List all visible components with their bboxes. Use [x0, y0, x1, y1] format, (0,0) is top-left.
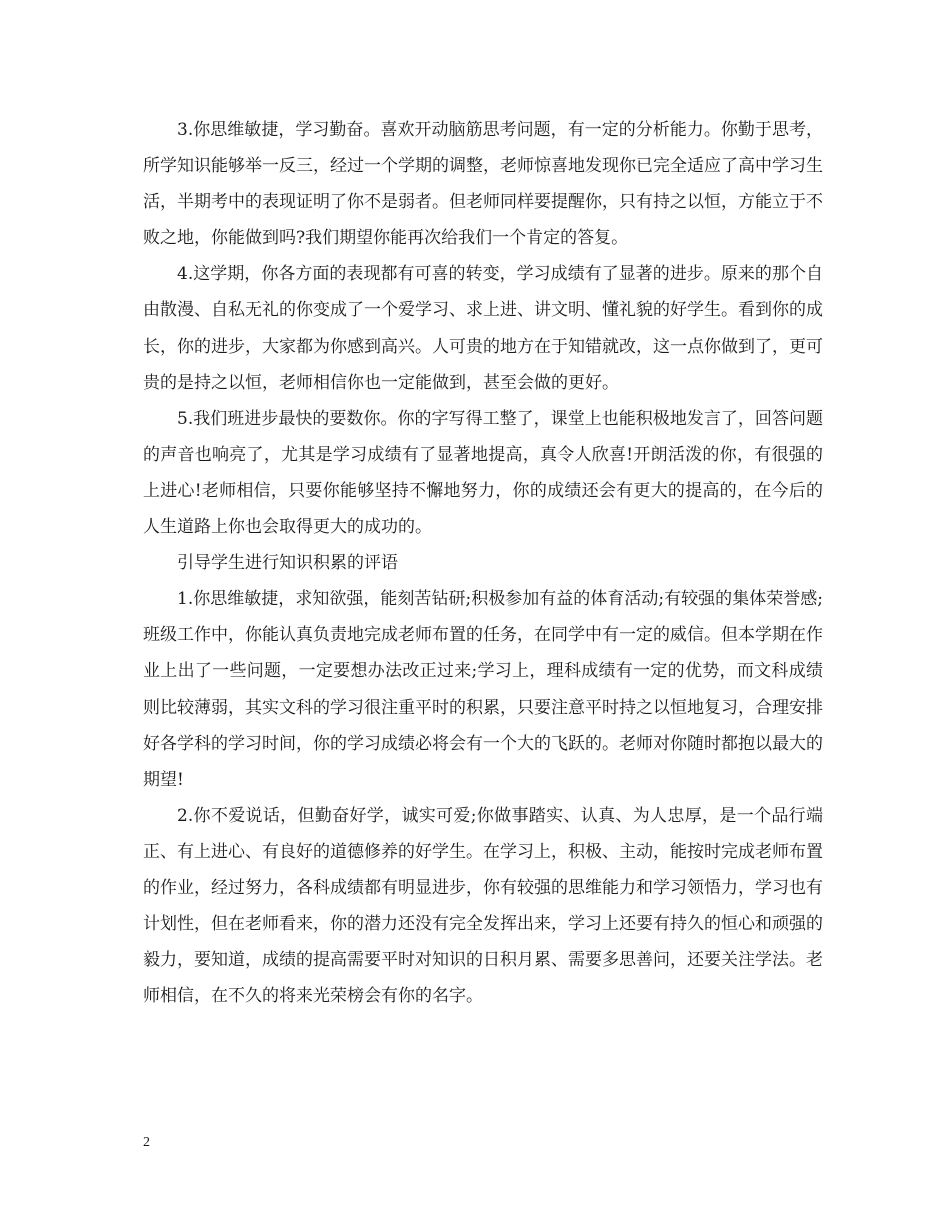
paragraph-4: 4.这学期，你各方面的表现都有可喜的转变，学习成绩有了显著的进步。原来的那个自由散漫、自私无礼的你变成了一个爱学习、求上进、讲文明、懂礼貌的好学生。看到你的成长，你的进步，大家都为你感到高兴。人可贵的地方在于知错就改，这一点你做到了，更可贵的是持之以恒，老师相信你也一定能做到，甚至会做的更好。 [143, 264, 823, 393]
section-paragraph-1: 1.你思维敏捷，求知欲强，能刻苦钻研;积极参加有益的体育活动;有较强的集体荣誉感;班级工作中，你能认真负责地完成老师布置的任务，在同学中有一定的威信。但本学期在作业上出了一些问题，一定要想办法改正过来;学习上，理科成绩有一定的优势，而文科成绩则比较薄弱，其实文科的学习很注重平时的积累，只要注意平时持之以恒地复习，合理安排好各学科的学习时间，你的学习成绩必将会有一个大的飞跃的。老师对你随时都抱以最大的期望! [143, 589, 823, 790]
document-body [143, 112, 823, 1014]
page-number: 2 [143, 1135, 150, 1150]
section-heading: 引导学生进行知识积累的评语 [177, 553, 398, 574]
paragraph-5: 5.我们班进步最快的要数你。你的字写得工整了，课堂上也能积极地发言了，回答问题的声音也响亮了，尤其是学习成绩有了显著地提高，真令人欣喜!开朗活泼的你，有很强的上进心!老师相信，只要你能够坚持不懈地努力，你的成绩还会有更大的提高的，在今后的人生道路上你也会取得更大的成功的。 [143, 408, 823, 538]
paragraph-3: 3.你思维敏捷，学习勤奋。喜欢开动脑筋思考问题，有一定的分析能力。你勤于思考，所学知识能够举一反三，经过一个学期的调整，老师惊喜地发现你已完全适应了高中学习生活，半期考中的表现证明了你不是弱者。但老师同样要提醒你，只有持之以恒，方能立于不败之地，你能做到吗?我们期望你能再次给我们一个肯定的答复。 [143, 120, 823, 249]
section-paragraph-2: 2.你不爱说话，但勤奋好学，诚实可爱;你做事踏实、认真、为人忠厚，是一个品行端正、有上进心、有良好的道德修养的好学生。在学习上，积极、主动，能按时完成老师布置的作业，经过努力，各科成绩都有明显进步，你有较强的思维能力和学习领悟力，学习也有计划性，但在老师看来，你的潜力还没有完全发挥出来，学习上还要有持久的恒心和顽强的毅力，要知道，成绩的提高需要平时对知识的日积月累、需要多思善问，还要关注学法。老师相信，在不久的将来光荣榜会有你的名字。 [143, 805, 823, 1007]
